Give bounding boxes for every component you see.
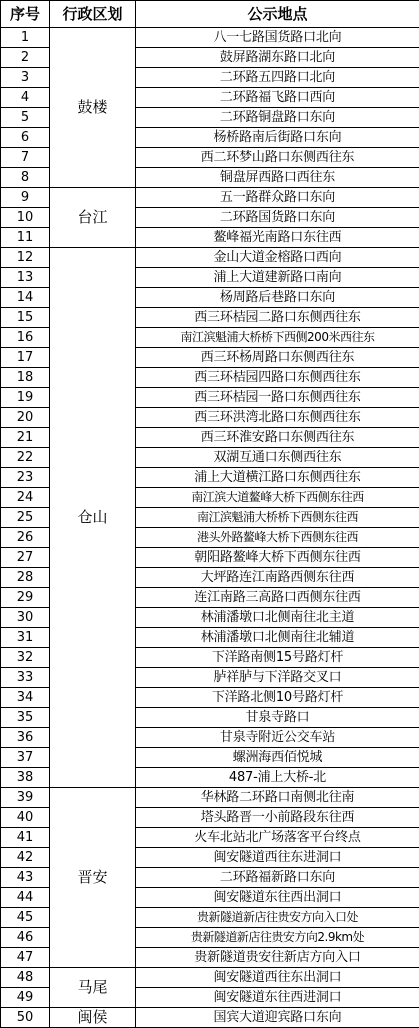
row-number: 26 <box>1 528 50 548</box>
row-number: 13 <box>1 268 50 288</box>
location-cell: 闽安隧道东往西进洞口 <box>136 988 419 1008</box>
row-number: 33 <box>1 668 50 688</box>
location-cell: 西三环桔园二路口东侧西往东 <box>136 308 419 328</box>
location-cell: 杨周路后巷路口东向 <box>136 288 419 308</box>
location-cell: 二环路福新路口东向 <box>136 868 419 888</box>
location-cell: 南江滨大道鳌峰大桥下西侧东往西 <box>136 488 419 508</box>
row-number: 20 <box>1 408 50 428</box>
location-cell: 甘泉寺路口 <box>136 708 419 728</box>
row-number: 15 <box>1 308 50 328</box>
table-row <box>1 788 419 808</box>
location-cell: 二环路福飞路口西向 <box>136 88 419 108</box>
row-number: 12 <box>1 248 50 268</box>
row-number: 22 <box>1 448 50 468</box>
location-cell: 487-浦上大桥-北 <box>136 768 419 788</box>
table-row <box>1 248 419 268</box>
location-cell: 贵新隧道新店往贵安方向2.9km处 <box>136 928 419 948</box>
location-cell: 五一路群众路口东向 <box>136 188 419 208</box>
location-cell: 大坪路连江南路西侧东往西 <box>136 568 419 588</box>
row-number: 7 <box>1 148 50 168</box>
row-number: 14 <box>1 288 50 308</box>
district-cell: 台江 <box>50 188 136 248</box>
row-number: 45 <box>1 908 50 928</box>
header-location: 公示地点 <box>136 1 419 28</box>
location-cell: 华林路二环路口南侧北往南 <box>136 788 419 808</box>
row-number: 41 <box>1 828 50 848</box>
location-cell: 贵新隧道新店往贵安方向入口处 <box>136 908 419 928</box>
row-number: 35 <box>1 708 50 728</box>
row-number: 11 <box>1 228 50 248</box>
header-row <box>1 1 419 28</box>
row-number: 31 <box>1 628 50 648</box>
row-number: 19 <box>1 388 50 408</box>
district-cell: 闽侯 <box>50 1008 136 1028</box>
row-number: 36 <box>1 728 50 748</box>
location-cell: 下洋路南侧15号路灯杆 <box>136 648 419 668</box>
row-number: 23 <box>1 468 50 488</box>
location-cell: 浦上大道横江路口东侧西往东 <box>136 468 419 488</box>
row-number: 18 <box>1 368 50 388</box>
row-number: 8 <box>1 168 50 188</box>
row-number: 42 <box>1 848 50 868</box>
location-cell: 南江滨魁浦大桥桥下西侧200米西往东 <box>136 328 419 348</box>
row-number: 27 <box>1 548 50 568</box>
row-number: 43 <box>1 868 50 888</box>
location-cell: 杨桥路南后街路口东向 <box>136 128 419 148</box>
row-number: 16 <box>1 328 50 348</box>
row-number: 4 <box>1 88 50 108</box>
location-cell: 胪祥胪与下洋路交叉口 <box>136 668 419 688</box>
row-number: 48 <box>1 968 50 988</box>
location-cell: 国宾大道迎宾路口东向 <box>136 1008 419 1028</box>
location-cell: 鳌峰福光南路口东往西 <box>136 228 419 248</box>
location-cell: 螺洲海西佰悦城 <box>136 748 419 768</box>
header-district: 行政区划 <box>50 1 136 28</box>
table-body <box>1 28 419 1028</box>
location-cell: 连江南路三高路口西侧东往西 <box>136 588 419 608</box>
location-cell: 贵新隧道贵安往新店方向入口 <box>136 948 419 968</box>
location-cell: 甘泉寺附近公交车站 <box>136 728 419 748</box>
row-number: 1 <box>1 28 50 48</box>
district-cell: 晋安 <box>50 788 136 968</box>
location-cell: 火车北站北广场落客平台终点 <box>136 828 419 848</box>
location-cell: 闽安隧道西往东进洞口 <box>136 848 419 868</box>
row-number: 39 <box>1 788 50 808</box>
location-cell: 闽安隧道东往西出洞口 <box>136 888 419 908</box>
location-cell: 闽安隧道西往东出洞口 <box>136 968 419 988</box>
location-cell: 二环路国货路口东向 <box>136 208 419 228</box>
district-cell: 鼓楼 <box>50 28 136 188</box>
row-number: 49 <box>1 988 50 1008</box>
row-number: 32 <box>1 648 50 668</box>
header-no: 序号 <box>1 1 50 28</box>
row-number: 17 <box>1 348 50 368</box>
location-cell: 西三环桔园一路口东侧西往东 <box>136 388 419 408</box>
row-number: 6 <box>1 128 50 148</box>
location-cell: 金山大道金榕路口西向 <box>136 248 419 268</box>
location-cell: 港头外路鳌峰大桥下西侧东往西 <box>136 528 419 548</box>
row-number: 30 <box>1 608 50 628</box>
row-number: 47 <box>1 948 50 968</box>
table-row <box>1 968 419 988</box>
location-cell: 西三环淮安路口东侧西往东 <box>136 428 419 448</box>
row-number: 29 <box>1 588 50 608</box>
table-row <box>1 188 419 208</box>
location-cell: 二环路铜盘路口东向 <box>136 108 419 128</box>
row-number: 50 <box>1 1008 50 1028</box>
location-cell: 八一七路国货路口北向 <box>136 28 419 48</box>
row-number: 9 <box>1 188 50 208</box>
row-number: 44 <box>1 888 50 908</box>
location-cell: 西三环杨周路口东侧西往东 <box>136 348 419 368</box>
location-cell: 南江滨魁浦大桥桥下西侧东往西 <box>136 508 419 528</box>
location-cell: 浦上大道建新路口南向 <box>136 268 419 288</box>
location-cell: 二环路五四路口北向 <box>136 68 419 88</box>
location-cell: 林浦潘墩口北侧南往北主道 <box>136 608 419 628</box>
row-number: 5 <box>1 108 50 128</box>
row-number: 46 <box>1 928 50 948</box>
row-number: 38 <box>1 768 50 788</box>
location-cell: 鼓屏路湖东路口北向 <box>136 48 419 68</box>
row-number: 25 <box>1 508 50 528</box>
location-cell: 铜盘屏西路口西往东 <box>136 168 419 188</box>
row-number: 21 <box>1 428 50 448</box>
row-number: 3 <box>1 68 50 88</box>
location-cell: 西三环洪湾北路口东侧西往东 <box>136 408 419 428</box>
row-number: 37 <box>1 748 50 768</box>
row-number: 40 <box>1 808 50 828</box>
location-cell: 双湖互通口东侧西往东 <box>136 448 419 468</box>
row-number: 10 <box>1 208 50 228</box>
district-cell: 马尾 <box>50 968 136 1008</box>
table-row <box>1 1008 419 1028</box>
location-cell: 西二环梦山路口东侧西往东 <box>136 148 419 168</box>
location-cell: 西三环桔园四路口东侧西往东 <box>136 368 419 388</box>
location-cell: 朝阳路鳌峰大桥下西侧东往西 <box>136 548 419 568</box>
row-number: 34 <box>1 688 50 708</box>
location-cell: 林浦潘墩口北侧南往北辅道 <box>136 628 419 648</box>
table-row <box>1 28 419 48</box>
row-number: 2 <box>1 48 50 68</box>
row-number: 28 <box>1 568 50 588</box>
location-cell: 塔头路晋一小前路段东往西 <box>136 808 419 828</box>
row-number: 24 <box>1 488 50 508</box>
location-cell: 下洋路北侧10号路灯杆 <box>136 688 419 708</box>
district-cell: 仓山 <box>50 248 136 788</box>
